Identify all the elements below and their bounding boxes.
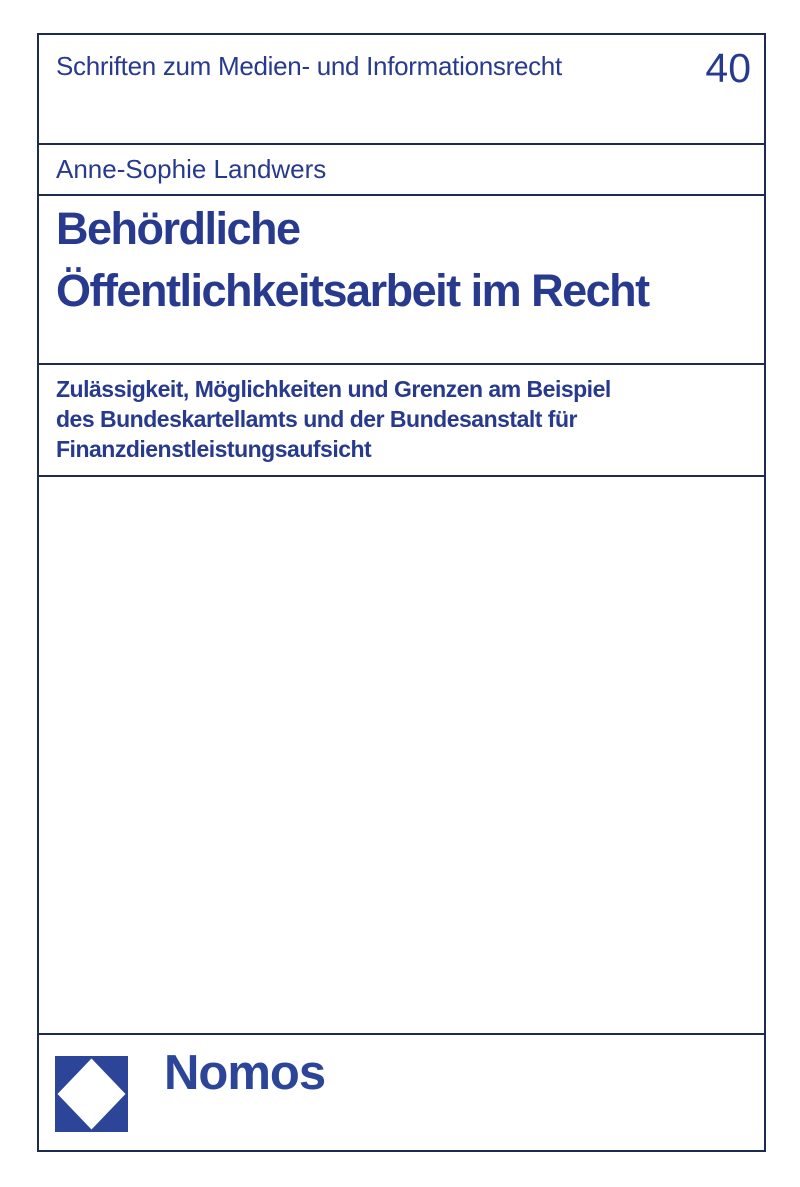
nomos-diamond-logo-icon <box>55 1056 128 1132</box>
series-header-band <box>39 35 764 145</box>
book-title-line-2: Öffentlichkeitsarbeit im Recht <box>56 265 649 316</box>
book-cover-frame <box>37 33 766 1152</box>
author-band <box>39 145 764 196</box>
subtitle-band <box>39 365 764 477</box>
publisher-band <box>39 1035 764 1150</box>
book-subtitle-line-3: Finanzdienstleistungsaufsicht <box>56 436 372 462</box>
publisher-wordmark: Nomos <box>164 1046 326 1100</box>
book-subtitle-line-1: Zulässigkeit, Möglichkeiten und Grenzen am Beispiel <box>56 376 611 402</box>
series-title: Schriften zum Medien- und Informationsrecht <box>56 51 562 81</box>
series-volume-number: 40 <box>705 45 751 91</box>
book-subtitle-line-2: des Bundeskartellamts und der Bundesanstalt für <box>56 406 577 432</box>
title-band <box>39 196 764 365</box>
cover-blank-area <box>39 477 764 1035</box>
book-title-line-1: Behördliche <box>56 203 300 254</box>
author-name: Anne-Sophie Landwers <box>56 154 327 184</box>
